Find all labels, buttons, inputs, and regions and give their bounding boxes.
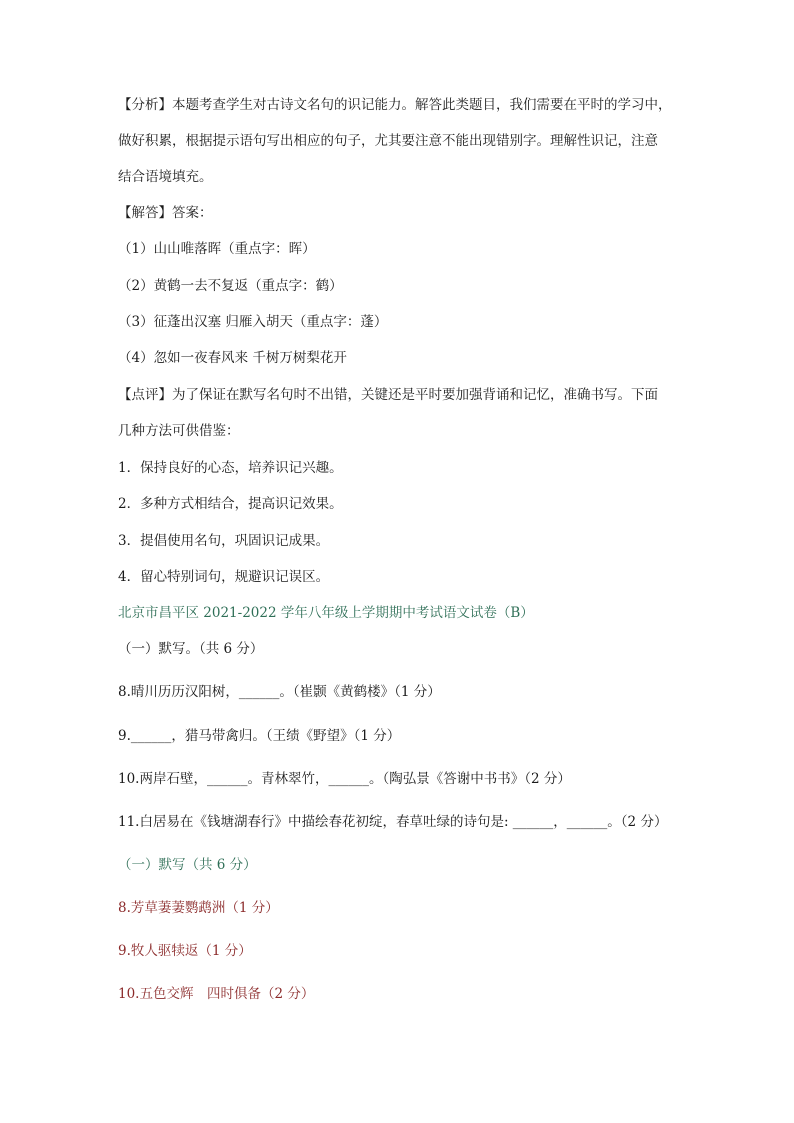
comment-item: 1．保持良好的心态，培养识记兴趣。 — [118, 460, 343, 476]
question-11: 11.白居易在《钱塘湖春行》中描绘春花初绽，春草吐绿的诗句是: ______，______。（2 分） — [118, 814, 668, 830]
answer-item: （4）忽如一夜春风来 千树万树梨花开 — [118, 350, 347, 366]
exam-title: 北京市昌平区 2021-2022 学年八年级上学期期中考试语文试卷（B） — [118, 605, 534, 621]
answer-item: （1）山山唯落晖（重点字：晖） — [118, 241, 316, 257]
answer-9: 9.牧人驱犊返（1 分） — [118, 943, 252, 959]
answer-header: 【解答】答案： — [118, 205, 213, 221]
answer-item: （3）征蓬出汉塞 归雁入胡天（重点字：蓬） — [118, 314, 388, 330]
analysis-line-1: 【分析】本题考查学生对古诗文名句的识记能力。解答此类题目，我们需要在平时的学习中， — [118, 97, 672, 113]
comment-line-1: 【点评】为了保证在默写名句时不出错，关键还是平时要加强背诵和记忆，准确书写。下面 — [118, 387, 658, 403]
answers-section-title: （一）默写（共 6 分） — [118, 857, 257, 873]
exam-section-title: （一）默写。（共 6 分） — [118, 641, 264, 657]
comment-item: 2．多种方式相结合，提高识记效果。 — [118, 496, 343, 512]
answer-item: （2）黄鹤一去不复返（重点字：鹤） — [118, 278, 343, 294]
analysis-line-2: 做好积累，根据提示语句写出相应的句子，尤其要注意不能出现错别字。理解性识记，注意 — [118, 133, 658, 149]
answer-8: 8.芳草萋萋鹦鹉洲（1 分） — [118, 900, 279, 916]
comment-line-2: 几种方法可供借鉴： — [118, 423, 240, 439]
answer-10: 10.五色交辉 四时俱备（2 分） — [118, 986, 315, 1002]
question-10: 10.两岸石壁，______。青林翠竹，______。（陶弘景《答谢中书书》（2 分） — [118, 771, 571, 787]
comment-item: 3．提倡使用名句，巩固识记成果。 — [118, 533, 330, 549]
question-9: 9.______，猎马带禽归。（王绩《野望》（1 分） — [118, 728, 401, 744]
comment-item: 4．留心特别词句，规避识记误区。 — [118, 569, 330, 585]
analysis-line-3: 结合语境填充。 — [118, 169, 213, 185]
question-8: 8.晴川历历汉阳树，______。（崔颢《黄鹤楼》（1 分） — [118, 684, 441, 700]
